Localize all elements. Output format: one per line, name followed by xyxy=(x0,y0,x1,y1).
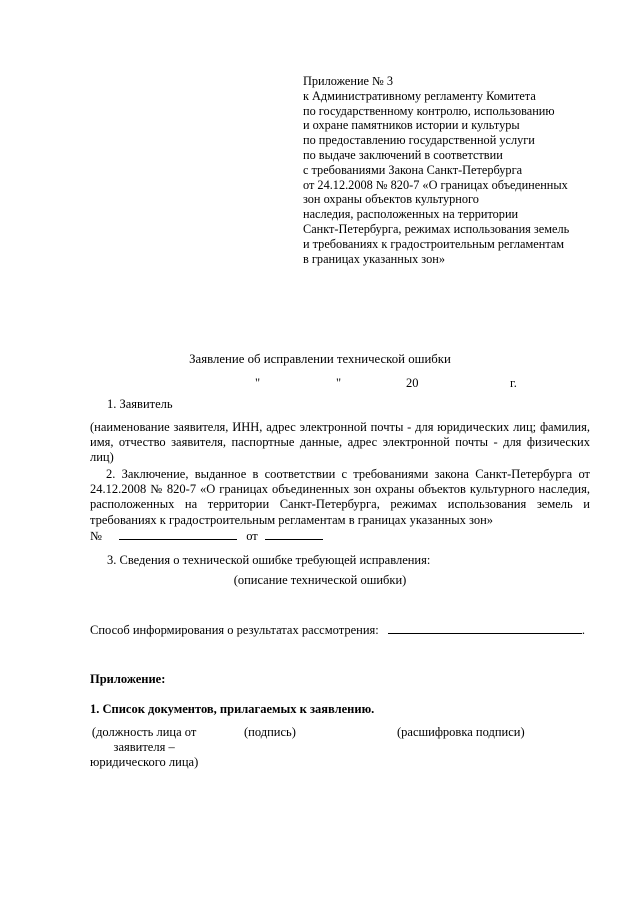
applicant-label: 1. Заявитель xyxy=(107,397,173,411)
appendix-line: по выдаче заключений в соответствии xyxy=(303,147,503,162)
signature-position-label xyxy=(90,725,198,770)
appendix-line: с требованиями Закона Санкт-Петербурга xyxy=(303,162,523,177)
date-day-open-quote: " xyxy=(255,376,261,390)
conclusion-number-row xyxy=(90,528,323,544)
appendix-line: по государственному контролю, использованию xyxy=(303,103,555,118)
appendix-line: наследия, расположенных на территории xyxy=(303,207,519,222)
appendix-line: от 24.12.2008 № 820-7 «О границах объединенных xyxy=(303,177,568,192)
appendix-line: к Административному регламенту Комитета xyxy=(303,88,536,103)
documents-list-heading: 1. Список документов, прилагаемых к заявлению. xyxy=(90,702,375,716)
applicant-hint: (наименование заявителя, ИНН, адрес электронной почты - для юридических лиц; фамилия, имя, отчество заявителя, паспортные данные, адрес электронной почты - для физических лиц) xyxy=(90,420,590,465)
signature-name-label: (расшифровка подписи) xyxy=(397,725,525,739)
section3-label: 3. Сведения о технической ошибке требующей исправления: xyxy=(107,553,431,567)
date-year-suffix: г. xyxy=(510,376,517,390)
date-prefix: от xyxy=(246,529,258,543)
inform-method-field[interactable] xyxy=(388,622,582,634)
position-line: заявителя – xyxy=(113,740,175,754)
appendix-line: Санкт-Петербурга, режимах использования земель xyxy=(303,221,570,236)
inform-method-label: Способ информирования о результатах рассмотрения: xyxy=(90,623,379,637)
conclusion-date-field[interactable] xyxy=(265,528,323,540)
section2-text: 2. Заключение, выданное в соответствии с требованиями закона Санкт-Петербурга от 24.12.2008 № 820-7 «О границах объединенных зон охраны объектов культурного наследия, расположенных на территории Санкт-Петербурга, режимах использования земель и требованиях к градостроительным регламентам в границах указанных зон» xyxy=(90,467,590,527)
appendix-header xyxy=(303,74,603,266)
inform-method-end: . xyxy=(581,623,585,637)
appendix-line: по предоставлению государственной услуги xyxy=(303,133,535,148)
position-line: (должность лица от xyxy=(91,725,197,739)
document-title: Заявление об исправлении технической ошибки xyxy=(189,352,451,366)
appendix-line: и охране памятников истории и культуры xyxy=(303,118,520,133)
date-day-close-quote: " xyxy=(336,376,342,390)
appendix-line: Приложение № 3 xyxy=(303,74,394,88)
error-description-hint: (описание технической ошибки) xyxy=(233,573,407,587)
number-sign: № xyxy=(90,529,102,543)
attachment-heading: Приложение: xyxy=(90,672,166,686)
position-line: юридического лица) xyxy=(90,755,199,769)
appendix-line: в границах указанных зон» xyxy=(303,251,445,266)
conclusion-number-field[interactable] xyxy=(119,528,237,540)
inform-method-row xyxy=(90,622,585,638)
signature-label: (подпись) xyxy=(244,725,296,739)
appendix-line: зон охраны объектов культурного xyxy=(303,192,479,207)
appendix-line: и требованиях к градостроительным регламентам xyxy=(303,236,565,251)
date-year-prefix: 20 xyxy=(406,376,419,390)
